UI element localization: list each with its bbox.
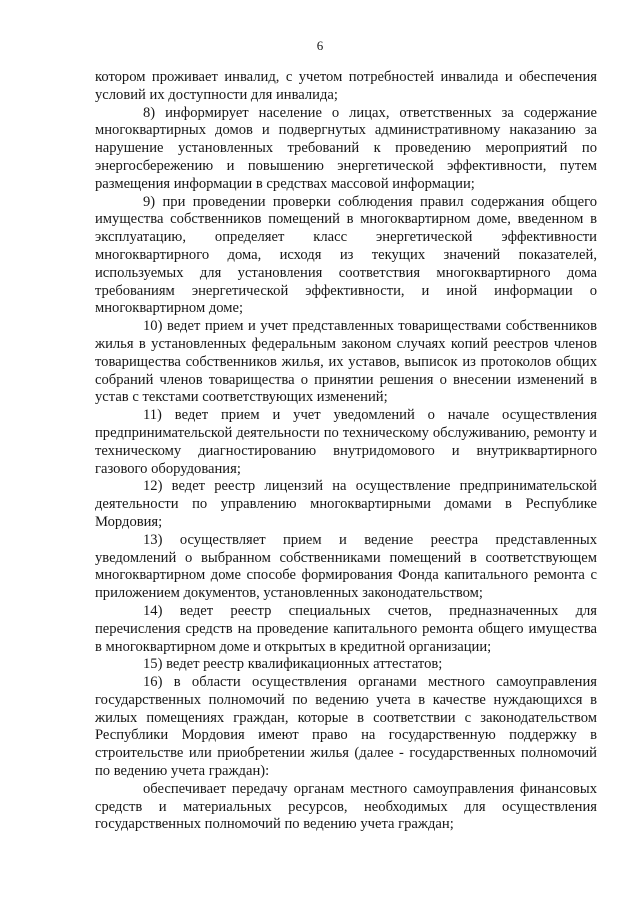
paragraph-item-16-sub: обеспечивает передачу органам местного самоуправления финансовых средств и материальных ресурсов, необходимых для осуществления государственных полномочий по ведению учета граждан;	[95, 780, 597, 833]
paragraph-item-16: 16) в области осуществления органами местного самоуправления государственных полномочий по ведению учета в качестве нуждающихся в жилых помещениях граждан, которые в соответствии с законодательством Республики Мордовия имеют право на государственную поддержку в строительстве или приобретении жилья (далее - государственных полномочий по ведению учета граждан):	[95, 674, 597, 780]
paragraph-item-8: 8) информирует население о лицах, ответственных за содержание многоквартирных домов и подвергнутых административному наказанию за нарушение установленных требований к проведению мероприятий по энергосбережению и повышению энергетической эффективности, путем размещения информации в средствах массовой информации;	[95, 104, 597, 192]
paragraph-item-13: 13) осуществляет прием и ведение реестра представленных уведомлений о выбранном собственниками помещений в соответствующем многоквартирном доме способе формирования Фонда капитального ремонта с приложением документов, установленных законодательством;	[95, 531, 597, 602]
paragraph-item-12: 12) ведет реестр лицензий на осуществление предпринимательской деятельности по управлению многоквартирными домами в Республике Мордовия;	[95, 478, 597, 530]
paragraph-item-9: 9) при проведении проверки соблюдения правил содержания общего имущества собственников помещений в многоквартирном доме, введенном в эксплуатацию, определяет класс энергетической эффективности многоквартирного дома, исходя из текущих значений показателей, используемых для установления соответствия многоквартирного дома требованиям энергетической эффективности, и иной информации о многоквартирном доме;	[95, 193, 597, 317]
paragraph-item-11: 11) ведет прием и учет уведомлений о начале осуществления предпринимательской деятельности по техническому обслуживанию, ремонту и техническому диагностированию внутридомового и внутриквартирного газового оборудования;	[95, 407, 597, 477]
paragraph-continuation: котором проживает инвалид, с учетом потребностей инвалида и обеспечения условий их доступности для инвалида;	[95, 69, 597, 103]
paragraph-item-15: 15) ведет реестр квалификационных аттестатов;	[143, 656, 443, 673]
paragraph-item-10: 10) ведет прием и учет представленных товариществами собственников жилья в установленных федеральным законом случаях копий реестров членов товарищества собственников жилья, их уставов, выписок из протоколов общих собраний членов товарищества о принятии решения о внесении изменений в устав с текстами соответствующих изменений;	[95, 318, 597, 406]
paragraph-item-14: 14) ведет реестр специальных счетов, предназначенных для перечисления средств на проведение капитального ремонта общего имущества в многоквартирном доме и открытых в кредитной организации;	[95, 602, 597, 655]
document-body	[95, 69, 597, 834]
page-number: 6	[316, 38, 324, 53]
